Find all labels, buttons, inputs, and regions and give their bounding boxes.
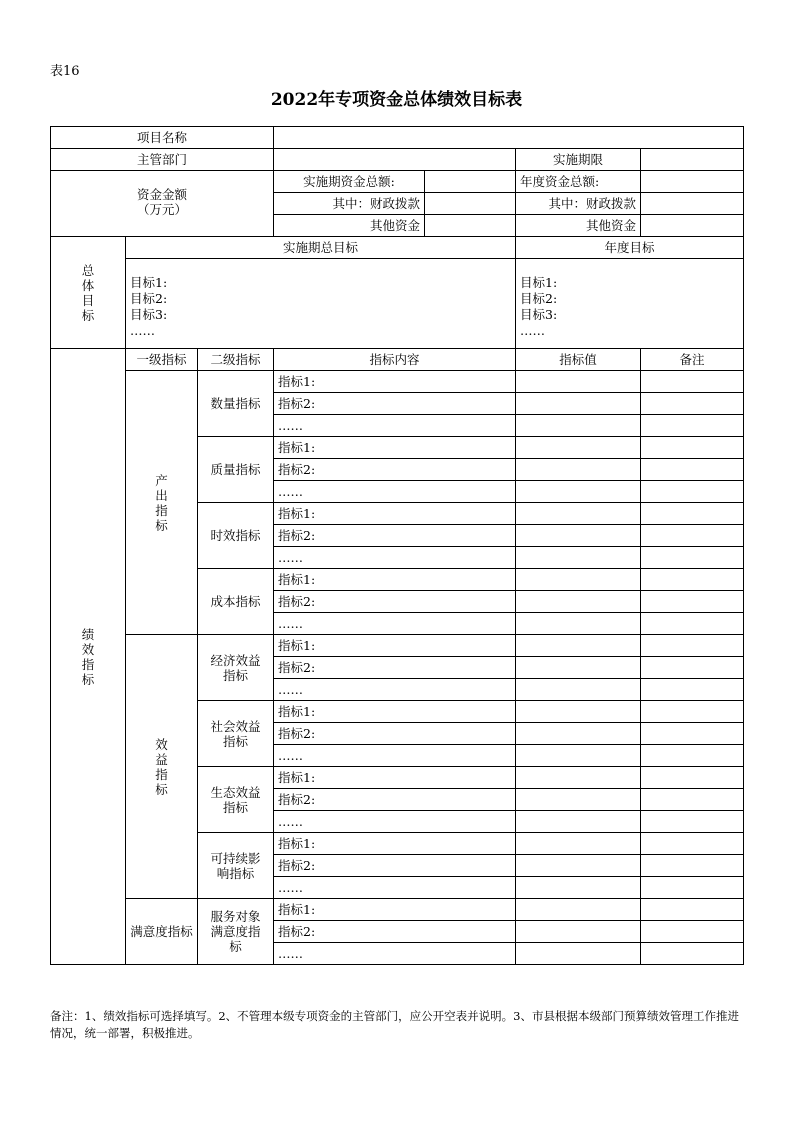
period-goal-header: 实施期总目标 — [126, 237, 516, 259]
indicator-value-cell[interactable] — [516, 613, 641, 635]
period-total-label: 实施期资金总额: — [274, 171, 425, 193]
level2-indicator: 社会效益指标 — [198, 701, 274, 767]
indicator-content-cell[interactable]: 指标2: — [274, 789, 516, 811]
indicator-remark-cell[interactable] — [641, 437, 744, 459]
level2-indicator: 经济效益指标 — [198, 635, 274, 701]
indicator-content-cell[interactable]: 指标1: — [274, 569, 516, 591]
period-cell[interactable] — [641, 149, 744, 171]
annual-other-label: 其他资金 — [516, 215, 641, 237]
indicator-remark-cell[interactable] — [641, 635, 744, 657]
indicator-value-cell[interactable] — [516, 591, 641, 613]
annual-fiscal-label: 其中：财政拨款 — [516, 193, 641, 215]
indicator-value-cell[interactable] — [516, 679, 641, 701]
indicator-remark-cell[interactable] — [641, 723, 744, 745]
indicator-value-cell[interactable] — [516, 569, 641, 591]
indicator-content-cell[interactable]: 指标2: — [274, 657, 516, 679]
indicator-value-cell[interactable] — [516, 371, 641, 393]
indicator-value-cell[interactable] — [516, 525, 641, 547]
indicator-value-cell[interactable] — [516, 921, 641, 943]
indicator-content-cell[interactable]: 指标1: — [274, 635, 516, 657]
indicator-value-cell[interactable] — [516, 811, 641, 833]
indicator-remark-cell[interactable] — [641, 657, 744, 679]
indicator-remark-cell[interactable] — [641, 591, 744, 613]
indicator-content-cell[interactable]: 指标2: — [274, 855, 516, 877]
indicator-value-cell[interactable] — [516, 657, 641, 679]
indicator-remark-cell[interactable] — [641, 745, 744, 767]
page-title: 2022年专项资金总体绩效目标表 — [270, 90, 523, 110]
annual-fiscal-cell[interactable] — [641, 193, 744, 215]
level2-indicator: 可持续影响指标 — [198, 833, 274, 899]
period-goal-cell[interactable]: 目标1: 目标2: 目标3: …… — [126, 259, 516, 349]
indicator-value-cell[interactable] — [516, 393, 641, 415]
indicator-value-cell[interactable] — [516, 789, 641, 811]
indicator-value-cell[interactable] — [516, 701, 641, 723]
annual-goal-cell[interactable]: 目标1: 目标2: 目标3: …… — [516, 259, 744, 349]
annual-other-cell[interactable] — [641, 215, 744, 237]
content-header: 指标内容 — [274, 349, 516, 371]
annual-total-cell[interactable] — [641, 171, 744, 193]
indicator-value-cell[interactable] — [516, 547, 641, 569]
indicator-remark-cell[interactable] — [641, 525, 744, 547]
indicator-value-cell[interactable] — [516, 635, 641, 657]
dept-label: 主管部门 — [51, 149, 274, 171]
indicator-content-cell[interactable]: 指标2: — [274, 393, 516, 415]
footnote: 备注：1、绩效指标可选择填写。2、不管理本级专项资金的主管部门，应公开空表并说明。3、市县根据本级部门预算绩效管理工作推进情况，统一部署，积极推进。 — [50, 1009, 739, 1040]
indicator-remark-cell[interactable] — [641, 415, 744, 437]
indicator-content-cell[interactable]: 指标2: — [274, 525, 516, 547]
indicator-remark-cell[interactable] — [641, 679, 744, 701]
table-number: 表16 — [50, 64, 80, 79]
indicator-content-cell[interactable]: 指标2: — [274, 921, 516, 943]
indicator-remark-cell[interactable] — [641, 833, 744, 855]
indicator-value-cell[interactable] — [516, 767, 641, 789]
indicator-content-cell[interactable]: …… — [274, 745, 516, 767]
indicator-value-cell[interactable] — [516, 745, 641, 767]
indicator-value-cell[interactable] — [516, 437, 641, 459]
indicator-content-cell[interactable]: 指标2: — [274, 591, 516, 613]
indicator-value-cell[interactable] — [516, 877, 641, 899]
indicator-value-cell[interactable] — [516, 833, 641, 855]
indicator-value-cell[interactable] — [516, 943, 641, 965]
level1-header: 一级指标 — [126, 349, 198, 371]
level2-indicator: 成本指标 — [198, 569, 274, 635]
indicator-remark-cell[interactable] — [641, 943, 744, 965]
period-label: 实施期限 — [516, 149, 641, 171]
project-name-label: 项目名称 — [51, 127, 274, 149]
indicator-remark-cell[interactable] — [641, 371, 744, 393]
annual-goal-header: 年度目标 — [516, 237, 744, 259]
indicator-content-cell[interactable]: …… — [274, 679, 516, 701]
indicator-content-cell[interactable]: 指标1: — [274, 503, 516, 525]
indicator-content-cell[interactable]: 指标1: — [274, 899, 516, 921]
performance-target-table — [50, 126, 744, 965]
perf-indicator-label: 绩 效 指 标 — [51, 349, 126, 965]
annual-total-label: 年度资金总额: — [516, 171, 641, 193]
indicator-row — [51, 899, 744, 921]
indicator-content-cell[interactable]: 指标2: — [274, 723, 516, 745]
indicator-remark-cell[interactable] — [641, 899, 744, 921]
indicator-content-cell[interactable]: …… — [274, 943, 516, 965]
project-name-cell[interactable] — [274, 127, 744, 149]
funds-label: 资金金额 （万元） — [51, 171, 274, 237]
indicator-value-cell[interactable] — [516, 415, 641, 437]
level1-indicator: 满意度指标 — [126, 899, 198, 965]
indicator-remark-cell[interactable] — [641, 811, 744, 833]
level2-header: 二级指标 — [198, 349, 274, 371]
indicator-remark-cell[interactable] — [641, 503, 744, 525]
indicator-remark-cell[interactable] — [641, 613, 744, 635]
indicator-content-cell[interactable]: …… — [274, 415, 516, 437]
level2-indicator: 服务对象满意度指标 — [198, 899, 274, 965]
dept-cell[interactable] — [274, 149, 516, 171]
indicator-content-cell[interactable]: …… — [274, 877, 516, 899]
indicator-row — [51, 635, 744, 657]
period-fiscal-label: 其中：财政拨款 — [274, 193, 425, 215]
level2-indicator: 数量指标 — [198, 371, 274, 437]
indicator-value-cell[interactable] — [516, 503, 641, 525]
period-fiscal-cell[interactable] — [425, 193, 516, 215]
indicator-content-cell[interactable]: 指标1: — [274, 701, 516, 723]
overall-goal-label: 总 体 目 标 — [51, 237, 126, 349]
remark-header: 备注 — [641, 349, 744, 371]
indicator-value-cell[interactable] — [516, 481, 641, 503]
indicator-content-cell[interactable]: 指标1: — [274, 371, 516, 393]
indicator-remark-cell[interactable] — [641, 569, 744, 591]
indicator-remark-cell[interactable] — [641, 459, 744, 481]
period-other-cell[interactable] — [425, 215, 516, 237]
indicator-content-cell[interactable]: 指标1: — [274, 437, 516, 459]
period-other-label: 其他资金 — [274, 215, 425, 237]
indicator-remark-cell[interactable] — [641, 701, 744, 723]
indicator-remark-cell[interactable] — [641, 393, 744, 415]
indicator-remark-cell[interactable] — [641, 921, 744, 943]
indicator-value-cell[interactable] — [516, 459, 641, 481]
indicator-content-cell[interactable]: …… — [274, 811, 516, 833]
level1-indicator: 效 益 指 标 — [126, 635, 198, 899]
value-header: 指标值 — [516, 349, 641, 371]
indicator-remark-cell[interactable] — [641, 855, 744, 877]
level2-indicator: 生态效益指标 — [198, 767, 274, 833]
indicator-remark-cell[interactable] — [641, 547, 744, 569]
period-total-cell[interactable] — [425, 171, 516, 193]
indicator-content-cell[interactable]: …… — [274, 547, 516, 569]
indicator-content-cell[interactable]: 指标1: — [274, 767, 516, 789]
level2-indicator: 质量指标 — [198, 437, 274, 503]
indicator-value-cell[interactable] — [516, 899, 641, 921]
level1-indicator: 产 出 指 标 — [126, 371, 198, 635]
indicator-value-cell[interactable] — [516, 855, 641, 877]
indicator-remark-cell[interactable] — [641, 767, 744, 789]
indicator-remark-cell[interactable] — [641, 877, 744, 899]
indicator-content-cell[interactable]: 指标1: — [274, 833, 516, 855]
indicator-remark-cell[interactable] — [641, 789, 744, 811]
indicator-remark-cell[interactable] — [641, 481, 744, 503]
indicator-content-cell[interactable]: 指标2: — [274, 459, 516, 481]
indicator-content-cell[interactable]: …… — [274, 481, 516, 503]
indicator-value-cell[interactable] — [516, 723, 641, 745]
indicator-row — [51, 371, 744, 393]
indicator-content-cell[interactable]: …… — [274, 613, 516, 635]
level2-indicator: 时效指标 — [198, 503, 274, 569]
